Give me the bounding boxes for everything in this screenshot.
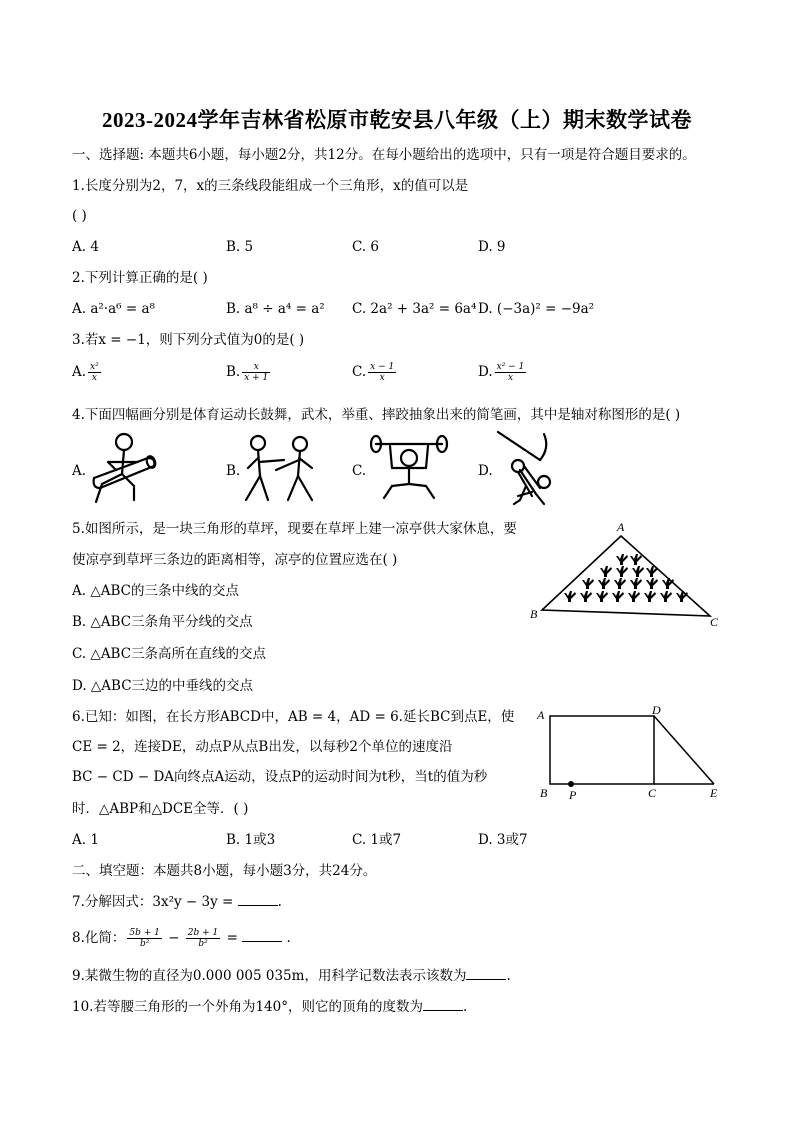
q6-label-b: B xyxy=(540,786,548,800)
q3-option-c-num: x − 1 xyxy=(370,362,395,372)
q10-end: . xyxy=(463,999,468,1015)
q5-stem-line2: 使凉亭到草坪三条边的距离相等，凉亭的位置应选在( ) xyxy=(72,552,398,568)
q2-option-d: D. (−3a)² = −9a² xyxy=(478,301,595,317)
q8-stem: 8.化简： xyxy=(72,930,126,946)
q8-num1: 5b + 1 xyxy=(129,928,160,938)
q3-option-d-num: x² − 1 xyxy=(496,362,525,372)
q1-option-b: B. 5 xyxy=(226,239,254,255)
q3-option-d xyxy=(478,362,528,383)
q3-option-a-fraction xyxy=(88,362,101,383)
q8-fraction-1 xyxy=(127,928,161,949)
q6-label-e: E xyxy=(710,786,718,800)
q4-option-d-label: D. xyxy=(478,463,493,479)
q6-line3: BC − CD − DA向终点A运动，设点P的运动时间为t秒，当t的值为秒 xyxy=(72,769,488,785)
grass-mark xyxy=(614,578,626,589)
q4-option-c-label: C. xyxy=(352,463,367,479)
grass-mark xyxy=(598,578,610,589)
q3-option-b-label: B. xyxy=(226,364,241,380)
grass-mark xyxy=(630,554,642,565)
grass-mark xyxy=(662,578,674,589)
q8-end: . xyxy=(286,930,291,946)
q6-label-d: D xyxy=(652,703,661,717)
q3-option-b-fraction xyxy=(242,362,270,383)
q10-answer-blank[interactable] xyxy=(423,998,463,1011)
q5-option-b: B. △ABC三条角平分线的交点 xyxy=(72,614,253,630)
section2-heading: 二、填空题：本题共8小题，每小题3分，共24分。 xyxy=(72,863,377,879)
grass-mark xyxy=(644,591,656,602)
q2-stem: 2.下列计算正确的是( ) xyxy=(72,270,208,286)
grass-mark xyxy=(630,578,642,589)
q8 xyxy=(72,928,291,949)
q6-label-p: P xyxy=(569,788,577,802)
q7-end: . xyxy=(277,894,282,910)
q5-stem-line1: 5.如图所示，是一块三角形的草坪，现要在草坪上建一凉亭供大家休息，要 xyxy=(72,521,517,537)
q8-answer-blank[interactable] xyxy=(242,929,282,942)
q3-option-a-num: x² xyxy=(90,362,99,372)
q9-stem: 9.某微生物的直径为0.000 005 035m，用科学记数法表示该数为 xyxy=(72,968,467,984)
q5-option-d: D. △ABC三边的中垂线的交点 xyxy=(72,678,254,694)
q6-option-a: A. 1 xyxy=(72,832,99,848)
q4-option-b-label: B. xyxy=(226,463,241,479)
q6-line1: 6.已知：如图，在长方形ABCD中，AB = 4，AD = 6.延长BC到点E，使 xyxy=(72,709,515,725)
q10-stem: 10.若等腰三角形的一个外角为140°，则它的顶角的度数为 xyxy=(72,999,423,1015)
grass-mark xyxy=(596,591,608,602)
section1-heading: 一、选择题: 本题共6小题，每小题2分，共12分。在每小题给出的选项中，只有一项是符合题目要求的。 xyxy=(72,147,696,163)
q4-figure-d xyxy=(496,430,580,508)
q3-option-b-den: x + 1 xyxy=(244,373,269,383)
q3-option-d-label: D. xyxy=(478,364,493,380)
q5-option-c: C. △ABC三条高所在直线的交点 xyxy=(72,646,267,662)
q5-label-a: A xyxy=(617,520,625,534)
grass-mark xyxy=(646,578,658,589)
q4-figure-c xyxy=(368,434,450,502)
grass-mark xyxy=(616,566,628,577)
grass-mark xyxy=(676,591,688,602)
q9 xyxy=(72,967,511,985)
q7 xyxy=(72,893,282,911)
q8-den1: b² xyxy=(139,939,150,949)
q2-option-b: B. a⁸ ÷ a⁴ = a² xyxy=(226,301,325,317)
q1-stem: 1.长度分别为2，7，x的三条线段能组成一个三角形，x的值可以是 xyxy=(72,178,469,194)
grass-mark xyxy=(616,554,628,565)
q3-option-b-num: x xyxy=(242,362,270,373)
q3-option-c-label: C. xyxy=(352,364,367,380)
q3-option-a-den: x xyxy=(91,373,97,383)
grass-mark xyxy=(600,566,612,577)
q8-num2: 2b + 1 xyxy=(187,928,219,938)
q6-point-p xyxy=(568,781,574,787)
grass-mark xyxy=(660,591,672,602)
q3-option-a-label: A. xyxy=(72,364,87,380)
q3-option-c-fraction xyxy=(368,362,396,383)
grass-mark xyxy=(632,566,644,577)
q3-option-d-den: x xyxy=(507,373,514,383)
q5-grass-marks xyxy=(564,554,688,602)
q4-figure-a xyxy=(88,432,164,506)
q1-option-c: C. 6 xyxy=(352,239,380,255)
q3-option-a xyxy=(72,362,103,383)
q9-answer-blank[interactable] xyxy=(466,967,506,980)
q3-option-c xyxy=(352,362,398,383)
grass-mark xyxy=(582,578,594,589)
q10 xyxy=(72,998,467,1016)
q6-rectangle-figure xyxy=(536,704,726,804)
q4-figure-b xyxy=(240,434,322,504)
q3-option-c-den: x xyxy=(379,373,385,383)
q2-option-a: A. a²·a⁶ = a⁸ xyxy=(72,301,155,317)
q3-stem: 3.若x = −1，则下列分式值为0的是( ) xyxy=(72,332,305,348)
q4-stem: 4.下面四幅画分别是体育运动长鼓舞，武术，举重、摔跤抽象出来的简笔画，其中是轴对称图形的是( ) xyxy=(72,407,681,423)
q3-option-b xyxy=(226,362,272,383)
grass-mark xyxy=(580,591,592,602)
q6-label-a: A xyxy=(537,708,545,722)
q6-option-c: C. 1或7 xyxy=(352,832,402,848)
q4-option-a-label: A. xyxy=(72,463,87,479)
q6-label-c: C xyxy=(648,786,657,800)
q6-option-d: D. 3或7 xyxy=(478,832,528,848)
grass-mark xyxy=(612,591,624,602)
q1-option-d: D. 9 xyxy=(478,239,506,255)
q1-paren: ( ) xyxy=(72,208,87,224)
q5-label-b: B xyxy=(530,607,538,621)
q3-option-d-fraction xyxy=(495,362,527,383)
q1-option-a: A. 4 xyxy=(72,239,99,255)
q9-end: . xyxy=(506,968,511,984)
q6-option-b: B. 1或3 xyxy=(226,832,276,848)
q6-line2: CE = 2，连接DE，动点P从点B出发，以每秒2个单位的速度沿 xyxy=(72,739,453,755)
q2-option-c: C. 2a² + 3a² = 6a⁴ xyxy=(352,301,477,317)
q5-label-c: C xyxy=(710,615,719,629)
page-title: 2023-2024学年吉林省松原市乾安县八年级（上）期末数学试卷 xyxy=(102,108,692,132)
grass-mark xyxy=(564,591,576,602)
q8-equals: = xyxy=(226,930,238,946)
q8-den2: b² xyxy=(198,939,208,949)
q6-line4: 时．△ABP和△DCE全等．( ) xyxy=(72,801,249,817)
q7-stem: 7.分解因式：3x²y − 3y = xyxy=(72,894,234,910)
grass-mark xyxy=(628,591,640,602)
q7-answer-blank[interactable] xyxy=(238,893,278,906)
q8-minus: − xyxy=(168,930,180,946)
q5-triangle-figure xyxy=(528,520,728,630)
q8-fraction-2 xyxy=(186,928,220,949)
q5-option-a: A. △ABC的三条中线的交点 xyxy=(72,583,239,599)
